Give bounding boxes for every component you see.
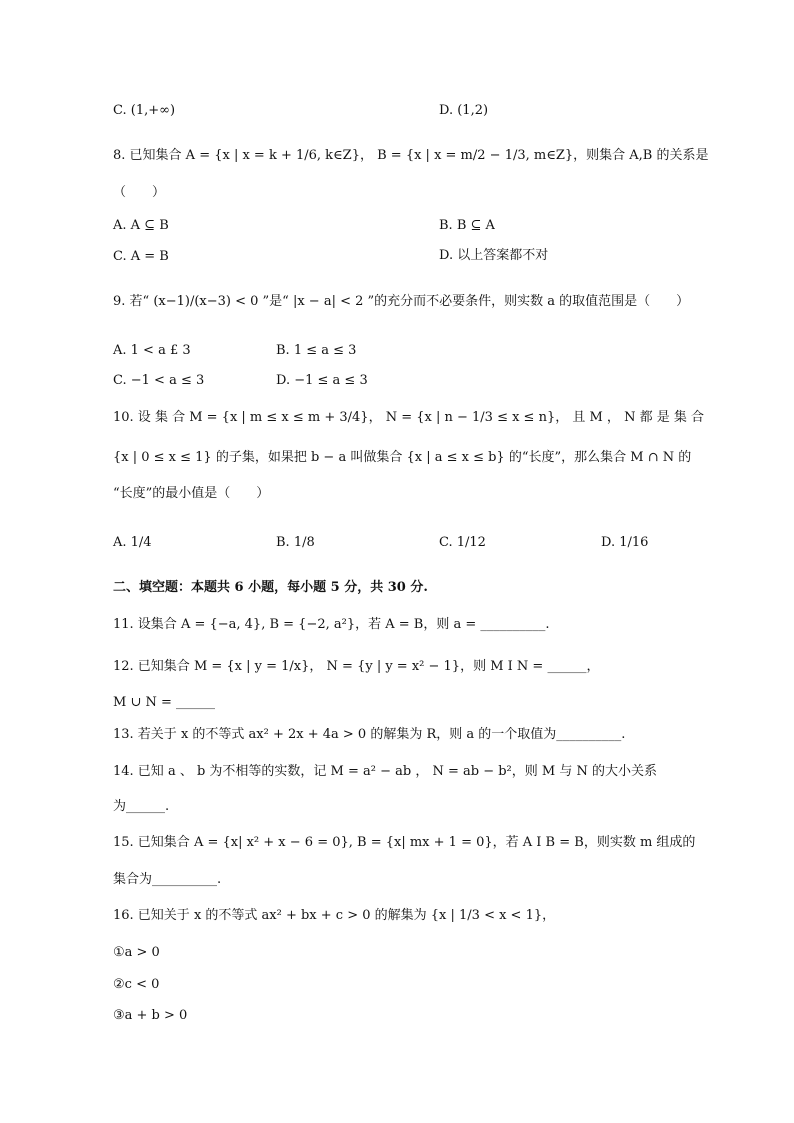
q12-line1: 12. 已知集合 M = {x | y = 1/x}， N = {y | y = x² − 1}，则 M I N = ______， — [113, 659, 600, 674]
q10-option-d: D. 1/16 — [601, 535, 649, 550]
q10-stem-line3: “长度”的最小值是（ ） — [113, 486, 270, 501]
q16-item-2: ②c < 0 — [113, 977, 160, 992]
q9-option-b: B. 1 ≤ a ≤ 3 — [276, 343, 357, 358]
q14-line2: 为______. — [113, 799, 170, 814]
q8-option-a: A. A ⊆ B — [113, 218, 169, 233]
q8-paren: （ ） — [113, 185, 166, 200]
q16-item-1: ①a > 0 — [113, 945, 160, 960]
section-heading: 二、填空题：本题共 6 小题，每小题 5 分，共 30 分. — [113, 580, 428, 595]
q15-line2: 集合为__________. — [113, 872, 222, 887]
q10-stem-line2: {x | 0 ≤ x ≤ 1} 的子集，如果把 b − a 叫做集合 {x | a ≤ x ≤ b} 的“长度”，那么集合 M ∩ N 的 — [113, 450, 692, 465]
q9-option-a: A. 1 < a £ 3 — [113, 343, 191, 358]
q8-option-b: B. B ⊆ A — [439, 218, 495, 233]
q9-option-d: D. −1 ≤ a ≤ 3 — [276, 373, 368, 388]
q7-option-d: D. (1,2) — [439, 103, 489, 118]
q15-line1: 15. 已知集合 A = {x| x² + x − 6 = 0}, B = {x| mx + 1 = 0}，若 A I B = B，则实数 m 组成的 — [113, 835, 696, 850]
q9-option-c: C. −1 < a ≤ 3 — [113, 373, 205, 388]
q8-option-c: C. A = B — [113, 249, 169, 264]
q16-item-3: ③a + b > 0 — [113, 1008, 188, 1023]
q10-option-a: A. 1/4 — [113, 535, 152, 550]
q10-stem-line1: 10. 设 集 合 M = {x | m ≤ x ≤ m + 3/4}， N = {x | n − 1/3 ≤ x ≤ n}， 且 M ， N 都 是 集 合 — [113, 410, 704, 425]
q16-stem: 16. 已知关于 x 的不等式 ax² + bx + c > 0 的解集为 {x | 1/3 < x < 1}， — [113, 908, 556, 923]
q14-line1: 14. 已知 a 、 b 为不相等的实数，记 M = a² − ab ， N = ab − b²，则 M 与 N 的大小关系 — [113, 764, 657, 779]
q12-line2: M ∪ N = ______ — [113, 695, 216, 710]
q7-option-c: C. (1,+∞) — [113, 103, 176, 118]
q9-stem: 9. 若“ (x−1)/(x−3) < 0 ”是“ |x − a| < 2 ”的充分而不必要条件，则实数 a 的取值范围是（ ） — [113, 294, 690, 309]
q10-option-c: C. 1/12 — [439, 535, 486, 550]
q8-stem: 8. 已知集合 A = {x | x = k + 1/6, k∈Z}， B = {x | x = m/2 − 1/3, m∈Z}，则集合 A,B 的关系是 — [113, 148, 709, 163]
q11: 11. 设集合 A = {−a, 4}, B = {−2, a²}，若 A = B，则 a = __________. — [113, 617, 550, 632]
q8-option-d: D. 以上答案都不对 — [439, 248, 549, 263]
q13: 13. 若关于 x 的不等式 ax² + 2x + 4a > 0 的解集为 R，则 a 的一个取值为__________. — [113, 727, 626, 742]
q10-option-b: B. 1/8 — [276, 535, 315, 550]
